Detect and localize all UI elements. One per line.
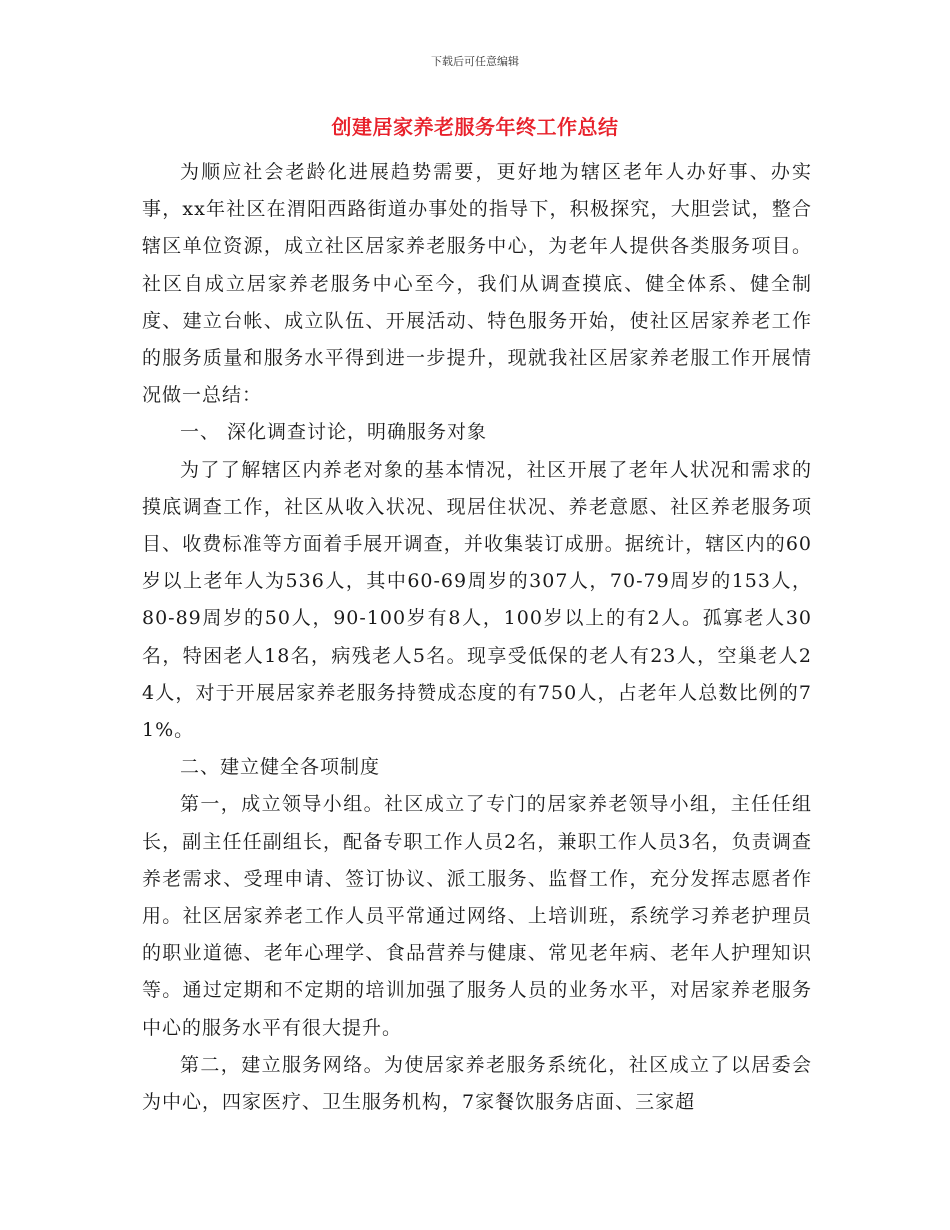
section-heading-2: 二、建立健全各项制度: [180, 756, 381, 779]
paragraph-leadership: 第一，成立领导小组。社区成立了专门的居家养老领导小组，主任任组长，副主任任副组长，配备专职工作人员2名，兼职工作人员3名，负责调查养老需求、受理申请、签订协议、派工服务、监督工作，充分发挥志愿者作用。社区居家养老工作人员平常通过网络、上培训班，系统学习养老护理员的职业道德、老年心理学、食品营养与健康、常见老年病、老年人护理知识等。通过定期和不定期的培训加强了服务人员的业务水平，对居家养老服务中心的服务水平有很大提升。: [142, 793, 812, 1039]
section-heading-1: 一、 深化调查讨论，明确服务对象: [180, 421, 488, 444]
document-body: [142, 154, 812, 1121]
header-note: 下载后可任意编辑: [431, 55, 519, 68]
document-title: 创建居家养老服务年终工作总结: [331, 115, 619, 139]
paragraph-network: 第二，建立服务网络。为使居家养老服务系统化，社区成立了以居委会为中心，四家医疗、卫生服务机构，7家餐饮服务店面、三家超: [142, 1053, 812, 1114]
paragraph-survey: 为了了解辖区内养老对象的基本情况，社区开展了老年人状况和需求的摸底调查工作，社区从收入状况、现居住状况、养老意愿、社区养老服务项目、收费标准等方面着手展开调查，并收集装订成册。据统计，辖区内的60岁以上老年人为536人，其中60-69周岁的307人，70-79周岁的153人，80-89周岁的50人，90-100岁有8人，100岁以上的有2人。孤寡老人30名，特困老人18名，病残老人5名。现享受低保的老人有23人，空巢老人24人，对于开展居家养老服务持赞成态度的有750人，占老年人总数比例的71%。: [142, 458, 812, 742]
paragraph-intro: 为顺应社会老龄化进展趋势需要，更好地为辖区老年人办好事、办实事，xx年社区在渭阳西路街道办事处的指导下，积极探究，大胆尝试，整合辖区单位资源，成立社区居家养老服务中心，为老年人提供各类服务项目。社区自成立居家养老服务中心至今，我们从调查摸底、健全体系、健全制度、建立台帐、成立队伍、开展活动、特色服务开始，使社区居家养老工作的服务质量和服务水平得到进一步提升，现就我社区居家养老服工作开展情况做一总结：: [142, 161, 812, 407]
